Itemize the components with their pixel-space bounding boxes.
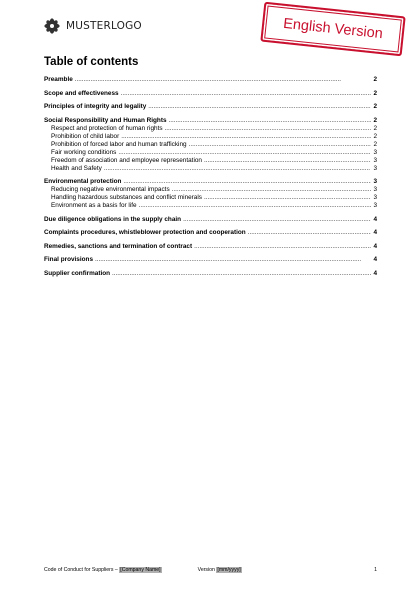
- dot-leader: [165, 125, 372, 133]
- toc-entry-title: Remedies, sanctions and termination of contract: [44, 242, 193, 250]
- toc-entry-page: 3: [373, 194, 377, 201]
- toc-subentry[interactable]: [44, 133, 377, 141]
- toc-entry[interactable]: [44, 76, 377, 84]
- company-logo: [44, 18, 142, 34]
- toc-entry[interactable]: [44, 117, 377, 125]
- toc-entry-title: Reducing negative environmental impacts: [51, 186, 170, 193]
- flower-logo-icon: [44, 18, 60, 34]
- footer-version: [198, 567, 242, 573]
- footer-version-label: Version: [197, 567, 217, 573]
- dot-leader: [169, 117, 372, 125]
- dot-leader: [95, 256, 371, 264]
- toc-entry-title: Scope and effectiveness: [44, 89, 119, 97]
- toc-entry-page: 2: [373, 140, 377, 148]
- toc-entry[interactable]: [44, 178, 377, 186]
- toc-entry-page: 2: [373, 116, 377, 124]
- toc-subentry[interactable]: [44, 186, 377, 194]
- dot-leader: [172, 186, 372, 194]
- dot-leader: [183, 216, 371, 224]
- dot-leader: [148, 103, 371, 111]
- toc-entry[interactable]: [44, 90, 377, 98]
- table-of-contents: [44, 76, 377, 278]
- toc-entry-title: Health and Safety: [51, 164, 102, 172]
- toc-subentry[interactable]: [44, 125, 377, 133]
- toc-entry-page: 2: [373, 76, 377, 83]
- version-date-placeholder: [mm/yyyy]: [217, 567, 241, 573]
- toc-entry-page: 2: [373, 103, 377, 110]
- toc-entry-page: 3: [373, 178, 377, 185]
- footer-document-name: [44, 567, 162, 573]
- dot-leader: [118, 149, 371, 157]
- toc-entry-page: 4: [373, 269, 377, 277]
- toc-subentry[interactable]: [44, 165, 377, 173]
- toc-entry-page: 3: [373, 148, 377, 156]
- logo-text: MUSTERLOGO: [66, 20, 142, 32]
- toc-entry-page: 3: [373, 156, 377, 164]
- dot-leader: [189, 141, 372, 149]
- page-title: Table of contents: [44, 56, 139, 68]
- toc-entry-page: 2: [373, 132, 377, 140]
- toc-entry-title: Environment as a basis for life: [51, 202, 137, 209]
- toc-entry-title: Complaints procedures, whistleblower protection and cooperation: [44, 229, 246, 236]
- toc-entry-page: 2: [373, 89, 377, 97]
- dot-leader: [204, 194, 371, 202]
- dot-leader: [123, 178, 371, 186]
- toc-entry[interactable]: [44, 270, 377, 278]
- dot-leader: [139, 202, 372, 210]
- dot-leader: [112, 270, 371, 278]
- dot-leader: [104, 165, 372, 173]
- toc-entry-title: Handling hazardous substances and conflict minerals: [51, 194, 202, 201]
- toc-subentry[interactable]: [44, 202, 377, 210]
- footer-page-number: 1: [374, 567, 377, 573]
- toc-entry-page: 4: [373, 215, 377, 223]
- dot-leader: [75, 76, 372, 84]
- toc-subentry[interactable]: [44, 141, 377, 149]
- dot-leader: [194, 243, 371, 251]
- toc-subentry[interactable]: [44, 194, 377, 202]
- toc-entry[interactable]: [44, 256, 377, 264]
- dot-leader: [121, 133, 371, 141]
- english-version-stamp: [260, 2, 405, 57]
- toc-subentry[interactable]: [44, 157, 377, 165]
- toc-entry-title: Principles of integrity and legality: [44, 103, 147, 110]
- toc-subentry[interactable]: [44, 149, 377, 157]
- toc-entry-title: Prohibition of forced labor and human trafficking: [51, 140, 187, 148]
- toc-entry-title: Final provisions: [44, 256, 94, 263]
- dot-leader: [121, 90, 372, 98]
- toc-entry-page: 2: [373, 124, 377, 132]
- toc-entry[interactable]: [44, 243, 377, 251]
- dot-leader: [248, 229, 372, 237]
- toc-entry[interactable]: [44, 229, 377, 237]
- toc-entry-title: Supplier confirmation: [44, 269, 111, 277]
- toc-entry-title: Respect and protection of human rights: [51, 124, 163, 132]
- toc-entry-title: Prohibition of child labor: [51, 132, 120, 140]
- toc-entry-page: 3: [373, 164, 377, 172]
- toc-entry-title: Fair working conditions: [51, 148, 117, 156]
- toc-entry-page: 3: [373, 186, 377, 193]
- toc-entry-page: 4: [373, 242, 377, 250]
- toc-entry-title: Social Responsibility and Human Rights: [44, 116, 167, 124]
- toc-entry-page: 4: [373, 256, 377, 263]
- toc-entry[interactable]: [44, 216, 377, 224]
- toc-entry[interactable]: [44, 103, 377, 111]
- toc-entry-page: 3: [373, 202, 377, 209]
- toc-entry-title: Freedom of association and employee representation: [51, 156, 202, 164]
- footer-doc-prefix: Code of Conduct for Suppliers –: [44, 567, 120, 573]
- stamp-label: English Version: [282, 15, 384, 43]
- toc-entry-page: 4: [373, 229, 377, 236]
- toc-entry-title: Environmental protection: [44, 178, 122, 185]
- dot-leader: [204, 157, 371, 165]
- page-footer: [44, 567, 377, 573]
- toc-entry-title: Due diligence obligations in the supply chain: [44, 215, 182, 223]
- company-name-placeholder: [Company Name]: [120, 567, 161, 573]
- toc-entry-title: Preamble: [44, 76, 73, 83]
